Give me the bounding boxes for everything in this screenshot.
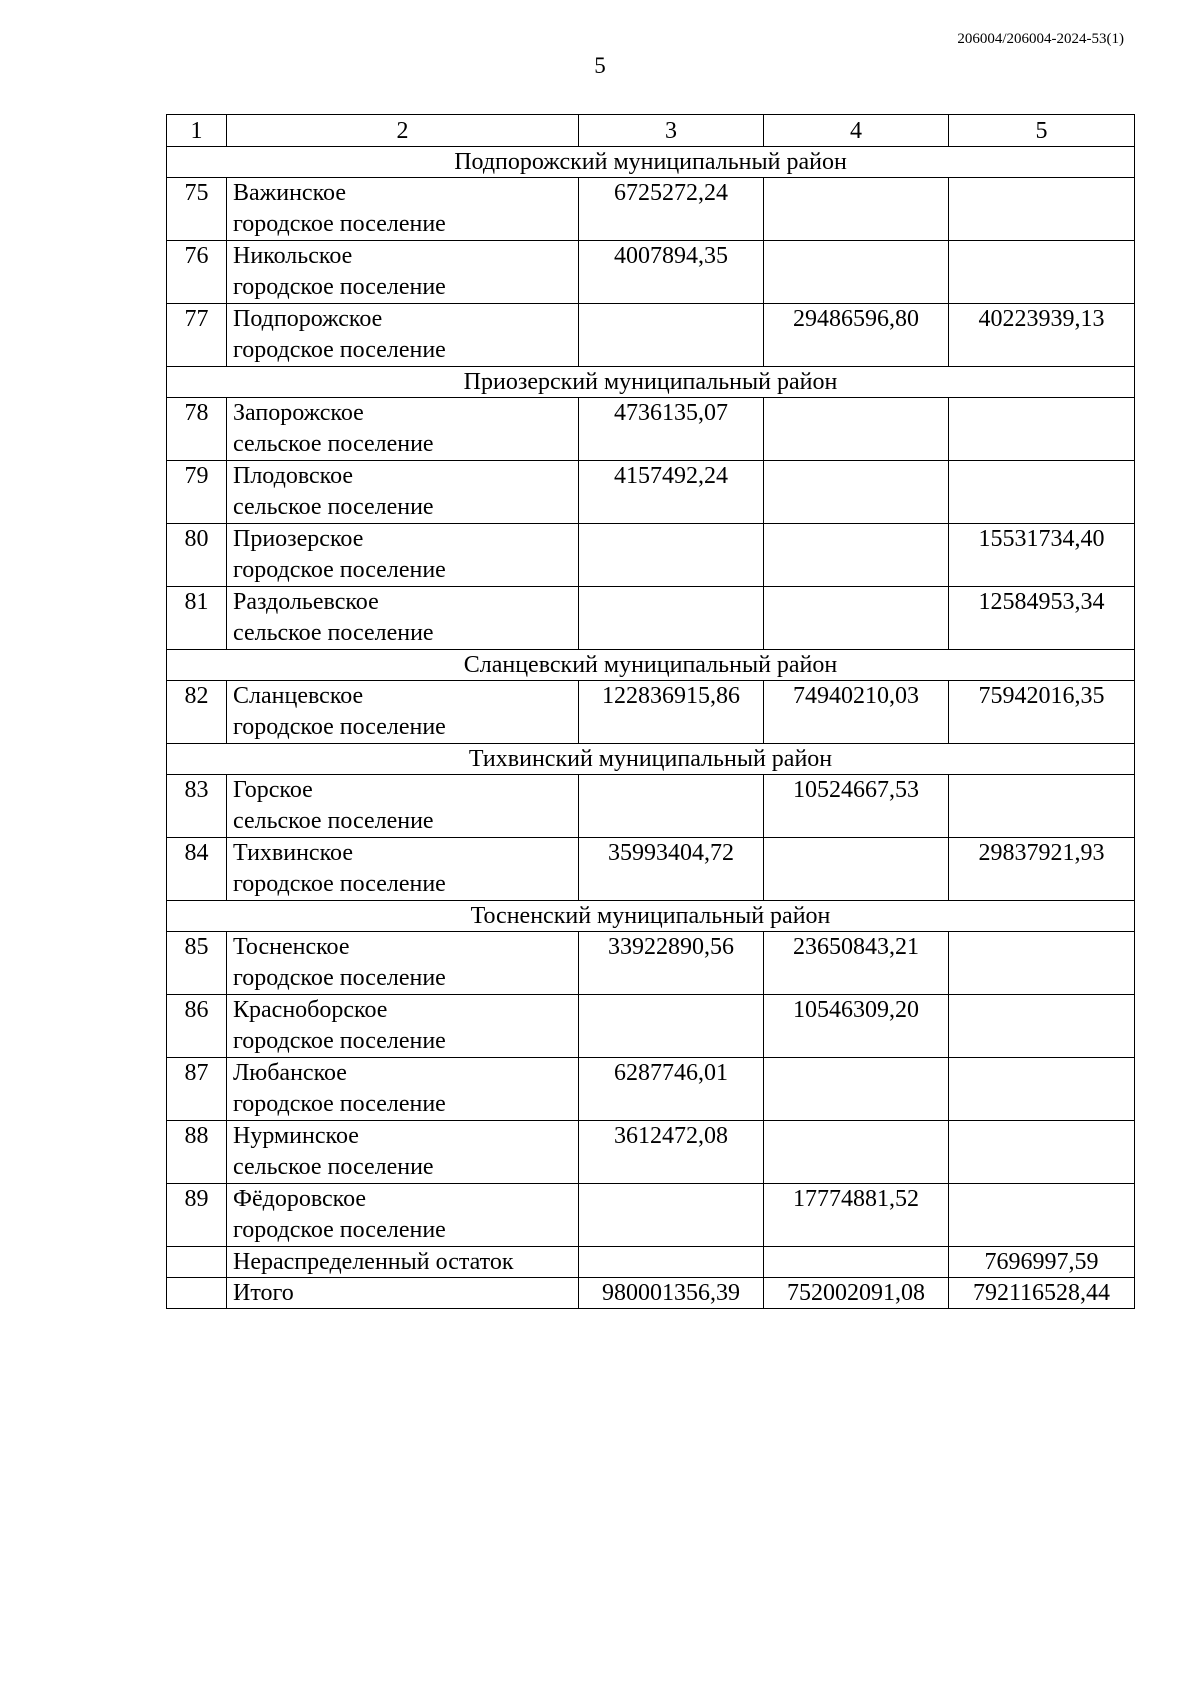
settlement-type: сельское поселение xyxy=(233,1154,434,1180)
settlement-type: городское поселение xyxy=(233,337,446,363)
settlement-type: городское поселение xyxy=(233,1091,446,1117)
table-row xyxy=(167,838,1135,901)
column-3-value: 6725272,24 xyxy=(579,178,764,241)
column-3-value: 980001356,39 xyxy=(579,1278,764,1309)
settlement-type: городское поселение xyxy=(233,557,446,583)
column-4-value: 23650843,21 xyxy=(764,932,949,995)
settlement-type: сельское поселение xyxy=(233,494,434,520)
row-number: 86 xyxy=(167,995,227,1058)
row-number: 76 xyxy=(167,241,227,304)
district-header-row xyxy=(167,650,1135,681)
settlement-name-cell xyxy=(227,178,579,241)
row-number: 84 xyxy=(167,838,227,901)
district-name: Подпорожский муниципальный район xyxy=(167,147,1135,178)
column-header: 2 xyxy=(227,115,579,147)
column-5-value xyxy=(949,241,1135,304)
page-number: 5 xyxy=(594,53,606,78)
table-row xyxy=(167,461,1135,524)
column-5-value xyxy=(949,1121,1135,1184)
settlement-name: Сланцевское xyxy=(233,683,364,709)
table-row xyxy=(167,1058,1135,1121)
settlement-name-cell xyxy=(227,681,579,744)
settlement-name-cell xyxy=(227,1184,579,1247)
table-row xyxy=(167,524,1135,587)
row-number: 78 xyxy=(167,398,227,461)
settlement-name: Фёдоровское xyxy=(233,1186,367,1212)
column-3-value xyxy=(579,524,764,587)
unallocated-row xyxy=(167,1247,1135,1278)
column-5-value xyxy=(949,932,1135,995)
settlement-name: Запорожское xyxy=(233,400,364,426)
column-3-value xyxy=(579,587,764,650)
total-label: Нераспределенный остаток xyxy=(227,1247,579,1278)
settlement-name: Важинское xyxy=(233,180,346,206)
row-number xyxy=(167,1247,227,1278)
column-5-value: 792116528,44 xyxy=(949,1278,1135,1309)
column-3-value: 33922890,56 xyxy=(579,932,764,995)
table-row xyxy=(167,241,1135,304)
column-3-value: 3612472,08 xyxy=(579,1121,764,1184)
settlement-name: Красноборское xyxy=(233,997,388,1023)
settlement-type: сельское поселение xyxy=(233,808,434,834)
column-5-value xyxy=(949,398,1135,461)
column-4-value: 74940210,03 xyxy=(764,681,949,744)
column-3-value xyxy=(579,304,764,367)
settlement-name-cell xyxy=(227,461,579,524)
column-5-value xyxy=(949,1184,1135,1247)
column-4-value xyxy=(764,1121,949,1184)
settlement-name: Любанское xyxy=(233,1060,347,1086)
table-row xyxy=(167,1121,1135,1184)
column-4-value xyxy=(764,524,949,587)
row-number: 85 xyxy=(167,932,227,995)
column-5-value: 40223939,13 xyxy=(949,304,1135,367)
column-4-value: 17774881,52 xyxy=(764,1184,949,1247)
column-header: 4 xyxy=(764,115,949,147)
table-body xyxy=(167,115,1135,1309)
settlement-name-cell xyxy=(227,524,579,587)
settlement-name-cell xyxy=(227,932,579,995)
column-3-value xyxy=(579,1247,764,1278)
district-name: Приозерский муниципальный район xyxy=(167,367,1135,398)
document-id: 206004/206004-2024-53(1) xyxy=(957,31,1124,47)
district-name: Тосненский муниципальный район xyxy=(167,901,1135,932)
column-5-value xyxy=(949,178,1135,241)
district-header-row xyxy=(167,901,1135,932)
total-label: Итого xyxy=(227,1278,579,1309)
column-4-value xyxy=(764,178,949,241)
row-number: 88 xyxy=(167,1121,227,1184)
settlement-type: городское поселение xyxy=(233,965,446,991)
settlement-name: Тосненское xyxy=(233,934,350,960)
column-4-value xyxy=(764,241,949,304)
settlement-type: городское поселение xyxy=(233,871,446,897)
column-5-value xyxy=(949,995,1135,1058)
total-row xyxy=(167,1278,1135,1309)
column-header: 1 xyxy=(167,115,227,147)
settlement-type: сельское поселение xyxy=(233,620,434,646)
settlement-name-cell xyxy=(227,398,579,461)
column-5-value xyxy=(949,461,1135,524)
row-number: 82 xyxy=(167,681,227,744)
row-number: 81 xyxy=(167,587,227,650)
allocation-table xyxy=(166,114,1135,1309)
column-3-value: 4157492,24 xyxy=(579,461,764,524)
settlement-type: городское поселение xyxy=(233,714,446,740)
district-header-row xyxy=(167,367,1135,398)
row-number: 77 xyxy=(167,304,227,367)
settlement-name-cell xyxy=(227,1121,579,1184)
settlement-type: городское поселение xyxy=(233,1217,446,1243)
column-4-value xyxy=(764,1058,949,1121)
settlement-name: Никольское xyxy=(233,243,353,269)
column-header-row xyxy=(167,115,1135,147)
column-4-value xyxy=(764,1247,949,1278)
settlement-name: Нурминское xyxy=(233,1123,359,1149)
settlement-name-cell xyxy=(227,775,579,838)
column-5-value: 75942016,35 xyxy=(949,681,1135,744)
district-name: Сланцевский муниципальный район xyxy=(167,650,1135,681)
settlement-name: Плодовское xyxy=(233,463,354,489)
column-header: 3 xyxy=(579,115,764,147)
settlement-name: Тихвинское xyxy=(233,840,353,866)
column-4-value: 10546309,20 xyxy=(764,995,949,1058)
table-row xyxy=(167,775,1135,838)
column-3-value: 122836915,86 xyxy=(579,681,764,744)
settlement-name-cell xyxy=(227,241,579,304)
column-3-value xyxy=(579,995,764,1058)
column-5-value: 15531734,40 xyxy=(949,524,1135,587)
district-header-row xyxy=(167,147,1135,178)
column-4-value xyxy=(764,461,949,524)
row-number: 75 xyxy=(167,178,227,241)
table-row xyxy=(167,304,1135,367)
column-5-value: 12584953,34 xyxy=(949,587,1135,650)
settlement-name: Раздольевское xyxy=(233,589,379,615)
table-row xyxy=(167,398,1135,461)
column-4-value xyxy=(764,398,949,461)
column-4-value: 29486596,80 xyxy=(764,304,949,367)
table-row xyxy=(167,1184,1135,1247)
district-name: Тихвинский муниципальный район xyxy=(167,744,1135,775)
column-5-value xyxy=(949,775,1135,838)
settlement-name-cell xyxy=(227,995,579,1058)
settlement-name: Подпорожское xyxy=(233,306,383,332)
column-3-value: 4736135,07 xyxy=(579,398,764,461)
table-row xyxy=(167,681,1135,744)
settlement-name-cell xyxy=(227,838,579,901)
settlement-name-cell xyxy=(227,1058,579,1121)
settlement-type: сельское поселение xyxy=(233,431,434,457)
row-number: 89 xyxy=(167,1184,227,1247)
table-row xyxy=(167,995,1135,1058)
column-4-value xyxy=(764,838,949,901)
settlement-name-cell xyxy=(227,304,579,367)
settlement-type: городское поселение xyxy=(233,211,446,237)
column-5-value: 7696997,59 xyxy=(949,1247,1135,1278)
row-number: 79 xyxy=(167,461,227,524)
row-number: 87 xyxy=(167,1058,227,1121)
row-number: 83 xyxy=(167,775,227,838)
settlement-name-cell xyxy=(227,587,579,650)
column-5-value xyxy=(949,1058,1135,1121)
column-header: 5 xyxy=(949,115,1135,147)
column-4-value: 752002091,08 xyxy=(764,1278,949,1309)
table-row xyxy=(167,932,1135,995)
settlement-name: Приозерское xyxy=(233,526,364,552)
column-3-value xyxy=(579,775,764,838)
settlement-type: городское поселение xyxy=(233,1028,446,1054)
row-number xyxy=(167,1278,227,1309)
district-header-row xyxy=(167,744,1135,775)
table-row xyxy=(167,587,1135,650)
row-number: 80 xyxy=(167,524,227,587)
column-3-value: 6287746,01 xyxy=(579,1058,764,1121)
column-3-value: 35993404,72 xyxy=(579,838,764,901)
column-4-value: 10524667,53 xyxy=(764,775,949,838)
column-3-value: 4007894,35 xyxy=(579,241,764,304)
column-4-value xyxy=(764,587,949,650)
settlement-name: Горское xyxy=(233,777,313,803)
column-3-value xyxy=(579,1184,764,1247)
column-5-value: 29837921,93 xyxy=(949,838,1135,901)
settlement-type: городское поселение xyxy=(233,274,446,300)
table-row xyxy=(167,178,1135,241)
